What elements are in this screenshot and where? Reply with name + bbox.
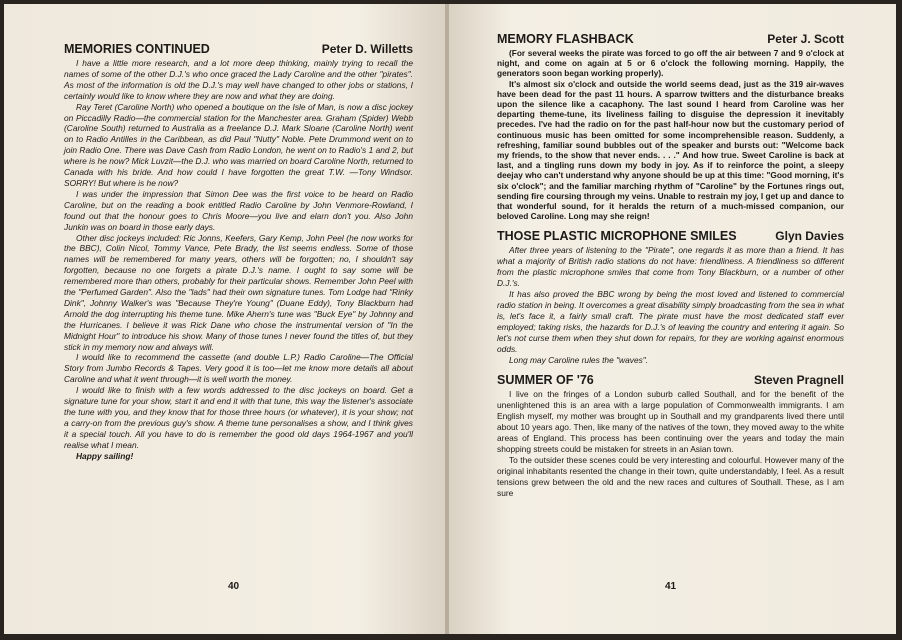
- article-author: Peter J. Scott: [767, 32, 844, 46]
- sign-off: Happy sailing!: [76, 450, 134, 461]
- page-number-left: 40: [228, 581, 240, 592]
- paragraph: I have a little more research, and a lot more deep thinking, mainly trying to recall the names of some of the other D.J.'s who once graced the Lady Caroline and the other "pirates". As most of the information is old the D.J.'s may well have changed to other jobs or stations, I certainly would like to know where they are now and what they are doing.: [64, 58, 413, 101]
- article-header: [497, 229, 844, 243]
- paragraph: After three years of listening to the "Pirate", one regards it as more than a friend. It has what a majority of British radio stations do not have: friendliness. A friendliness so different from the plastic microphone smiles that come from Tony Blackburn, or a number of other D.J.'s.: [497, 245, 844, 289]
- paragraph: It's almost six o'clock and outside the world seems dead, just as the 319 air-waves have been dead for the past 11 hours. A sparrow twitters and the disturbance breaks upon the silence like a cacaphony. The last sound I heard from Caroline was her departing theme-tune, its liveliness failing to disguise the depression it inevitably precedes. I've had the radio on for the past half-hour now but the customary period of continuous music has been omitted for some incomprehensible reason. Suddenly, a refreshing, familiar sound bubbles out of the speaker and bursts out: "Welcome back my friends, to the show that never ends. . . ." And how true. Sweet Caroline is back at last, and a tingling runs down my body in joy. As if to reinforce the point, a sleepy deejay who can't understand why anyone should be up at this time: "Good morning, it's six o'clock"; and the familiar marching rhythm of "Caroline" by the Fortunes rings out, sending fire coursing through my veins. Unable to restrain my joy, I get up and dance to that wonderful sound, for it heralds the return of a much-missed companion, our beloved Caroline. Long may she reign!: [497, 78, 844, 222]
- paragraph: Long may Caroline rules the "waves".: [509, 354, 649, 365]
- paragraph: To the outsider these scenes could be very interesting and colourful. However many of the original inhabitants resented the change in their town, quite understandably, I feel. As a result tensions grew between the old and the new races and cultures of Southall. These, as I am sure: [497, 454, 844, 498]
- paragraph: I live on the fringes of a London suburb called Southall, and for the benefit of the unenlightened this is an area with a large population of Commonwealth immigrants. I am English myself, my mother was brought up in Southall and my grandparents lived there until about 10 years ago. Then, like many of the natives of the town, they moved away to the white areas of England. This process has been continuing over the years and today the main shopping streets could be mistaken for streets in an Asian town.: [497, 389, 844, 454]
- article-summer-of-76: [497, 373, 844, 498]
- article-body: [64, 58, 413, 462]
- article-header: [497, 32, 844, 46]
- page-number-right: 41: [665, 581, 677, 592]
- right-page: [449, 4, 896, 634]
- article-header: [497, 373, 844, 387]
- paragraph: Ray Teret (Caroline North) who opened a boutique on the Isle of Man, is now a disc jockey on Piccadilly Radio—the commercial station for the Manchester area. Graham (Spider) Webb (Caroline South) returned to Australia as a freelance D.J. Mark Sloane (Caroline North) went on to Radio Antilles in the Caribbean, as did Paul "Nutty" Noble. Pete Drummond went on to join Radio One. There was Dave Cash from Radio London, he went on to Radio's 1 and 2, but where is he now? Mick Luvzit—the D.J. who was married on board Caroline North, returned to Canada with his bride. And how could I have forgotten the great T.W. —Tony Windsor. SORRY! But where is he now?: [64, 101, 413, 188]
- paragraph: I would like to finish with a few words addressed to the disc jockeys on board. Get a signature tune for your show, start it and end it with that tune, this way the listener's associate the tune with you, and they know that for those three hours (or whatever), it is your show; not a carry-on from the previous guy's show. A theme tune personalises a show, and I think gives it a special touch. All you have to do is remember the good old days 1964-1967 and you'll realise what I mean.: [64, 385, 413, 450]
- article-author: Steven Pragnell: [753, 373, 844, 388]
- paragraph: It has also proved the BBC wrong by being the most loved and listened to commercial radio station in being. It overcomes a great disability simply broadcasting from the sea in what is, let's face it, a fairly small craft. The pirate must have the most dedicated staff ever employed; taking risks, the hazards for D.J.'s of leaving the country and entering it again. So let's not curse them when they shut down for repairs, for they are working against enormous odds.: [497, 289, 844, 354]
- left-page: [4, 4, 447, 634]
- article-memory-flashback: [497, 32, 844, 221]
- article-title: SUMMER OF '76: [497, 373, 594, 388]
- article-author: Glyn Davies: [775, 229, 844, 244]
- article-plastic-microphone-smiles: [497, 229, 844, 365]
- paragraph: Other disc jockeys included: Ric Jonns, Keefers, Gary Kemp, John Peel (he now works for the BBC), Colin Nicol, Tommy Vance, Pete Brady, the list seems endless. Some of those names will be remembered for many years, others will be forgotten; no, I shouldn't say forgotten, because no one forgets a pirate D.J.'s name. I ought to say some will be remembered more than others, probably for their particular shows. Remember John Peel with the "Perfumed Garden". Also the "lads" had their own signature tunes. Tom Lodge had "Rinky Dink", Johnny Walker's was "Because They're Young" (Duane Eddy), Tony Blackburn had Arnold the dog interrupting his theme tune. Mike Ahern's tune was "Buck Eye" by Johnny and the Hurricanes. I believe it was Rick Dane who chose the instrumental version of "In the Midnight Hour" to introduce his show. Many of those tunes I never found the titles of, but they stick in my memory now and always will.: [64, 232, 413, 352]
- paragraph: I would like to recommend the cassette (and double L.P.) Radio Caroline—The Official Story from Jumbo Records & Tapes. Very good it is too—let me know more details all about Caroline and what it went through—it is well worth the money.: [64, 352, 413, 385]
- paragraph: I was under the impression that Simon Dee was the first voice to be heard on Radio Caroline, but on the reading a book entitled Radio Caroline by John Venmore-Rowland, I found out that the honour goes to Chris Moore—you live and elarn don't you. Also John Junkin was on board in those early days.: [64, 188, 413, 232]
- article-title: MEMORIES CONTINUED: [64, 42, 210, 56]
- paragraph: (For several weeks the pirate was forced to go off the air between 7 and 9 o'clock at night, and come on again at 5 or 6 o'clock the following morning. Happily, the generators soon began working properly).: [497, 48, 844, 79]
- article-title: THOSE PLASTIC MICROPHONE SMILES: [497, 229, 737, 244]
- article-title: MEMORY FLASHBACK: [497, 32, 634, 46]
- article-author: Peter D. Willetts: [321, 42, 413, 56]
- article-header-memories-continued: [64, 42, 413, 56]
